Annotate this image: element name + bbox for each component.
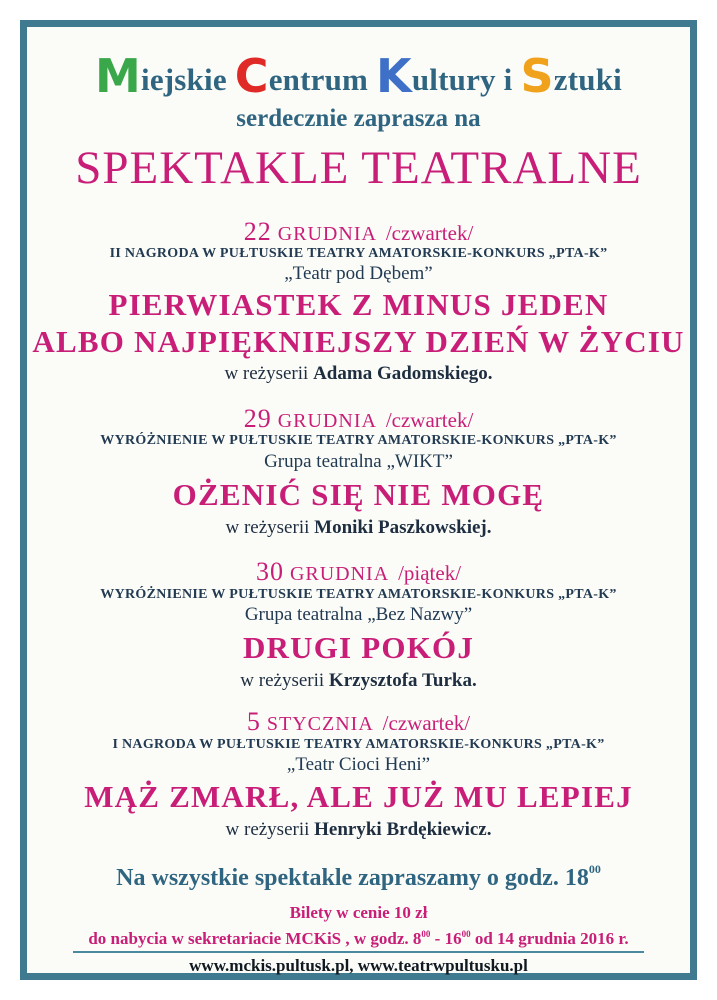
event-1-director [27,363,690,385]
all-shows-time [27,862,690,892]
event-2-award: WYRÓŻNIENIE W PUŁTUSKIE TEATRY AMATORSKIE-KONKURS „PTA-K” [100,433,617,448]
sale-mid: - 16 [430,929,462,948]
date-month: GRUDNIA [277,223,376,245]
director-name: Moniki Paszkowskiej. [314,517,492,538]
director-name: Henryki Brdękiewicz. [314,819,492,840]
event-2-date [27,404,690,434]
org-initial-m: M [95,49,141,103]
event-2-group: Grupa teatralna „WIKT” [264,451,453,472]
director-name: Krzysztofa Turka. [328,670,477,691]
org-word-1 [95,49,235,103]
event-1-award: II NAGRODA W PUŁTUSKIE TEATRY AMATORSKIE-KONKURS „PTA-K” [109,246,608,261]
all-shows-text: Na wszystkie spektakle zapraszamy o godz. 18 [116,865,589,891]
sale-from-minutes: 00 [421,929,431,939]
event-4-group: „Teatr Cioci Heni” [286,754,431,775]
event-3-group: Grupa teatralna „Bez Nazwy” [244,604,473,625]
weekday: /piątek/ [398,561,462,585]
date-month: GRUDNIA [277,410,376,432]
date-month: STYCZNIA [266,713,373,735]
event-3-date [27,557,690,587]
event-1-group: „Teatr pod Dębem” [284,263,433,284]
poster [27,27,690,973]
event-4-title: MĄŻ ZMARŁ, ALE JUŻ MU LEPIEJ [84,779,633,814]
event-1-title-line-1: PIERWIASTEK Z MINUS JEDEN [108,287,609,322]
subtitle: serdecznie zaprasza na [236,105,481,132]
date-day: 30 [255,557,284,586]
org-word-rest: entrum [268,62,376,97]
date-day: 29 [243,404,272,433]
org-word-rest: ultury i [411,62,521,97]
ticket-price: Bilety w cenie 10 zł [289,903,428,922]
event-4-award: I NAGRODA W PUŁTUSKIE TEATRY AMATORSKIE-KONKURS „PTA-K” [112,737,605,752]
sale-to-minutes: 00 [461,929,471,939]
ticket-sale-info [27,929,690,949]
weekday: /czwartek/ [385,221,474,245]
org-initial-c: C [234,49,269,103]
event-3-director [27,670,690,692]
date-day: 5 [246,707,261,736]
director-prefix: w reżyserii [224,363,309,384]
event-2-director [27,517,690,539]
weekday: /czwartek/ [382,711,471,735]
org-word-4 [520,49,622,103]
org-word-3 [376,49,521,103]
org-word-2 [234,49,376,103]
director-prefix: w reżyserii [240,670,325,691]
event-1-title-line-2: ALBO NAJPIĘKNIEJSZY DZIEŃ W ŻYCIU [32,324,685,359]
main-heading: SPEKTAKLE TEATRALNE [75,142,642,194]
director-prefix: w reżyserii [225,819,310,840]
time-minutes: 00 [588,862,601,876]
event-1-date [27,217,690,247]
org-initial-s: S [520,49,554,103]
poster-frame [20,20,697,980]
event-3-award: WYRÓŻNIENIE W PUŁTUSKIE TEATRY AMATORSKIE-KONKURS „PTA-K” [100,587,617,602]
organization-name [27,49,690,103]
event-2-title: OŻENIĆ SIĘ NIE MOGĘ [172,477,545,512]
date-day: 22 [243,217,272,246]
date-month: GRUDNIA [289,563,389,585]
director-prefix: w reżyserii [225,517,310,538]
org-initial-k: K [376,49,412,103]
website-links[interactable]: www.mckis.pultusk.pl, www.teatrwpultusku.pl [189,956,528,975]
event-4-date [27,707,690,737]
org-word-rest: ztuki [553,62,622,97]
event-4-director [27,819,690,841]
org-word-rest: iejskie [141,62,235,97]
event-3-title: DRUGI POKÓJ [242,630,475,665]
director-name: Adama Gadomskiego. [313,363,493,384]
sale-post: od 14 grudnia 2016 r. [470,929,629,948]
footer-divider [73,951,644,953]
weekday: /czwartek/ [385,408,474,432]
sale-pre: do nabycia w sekretariacie MCKiS , w godz. 8 [88,929,422,948]
